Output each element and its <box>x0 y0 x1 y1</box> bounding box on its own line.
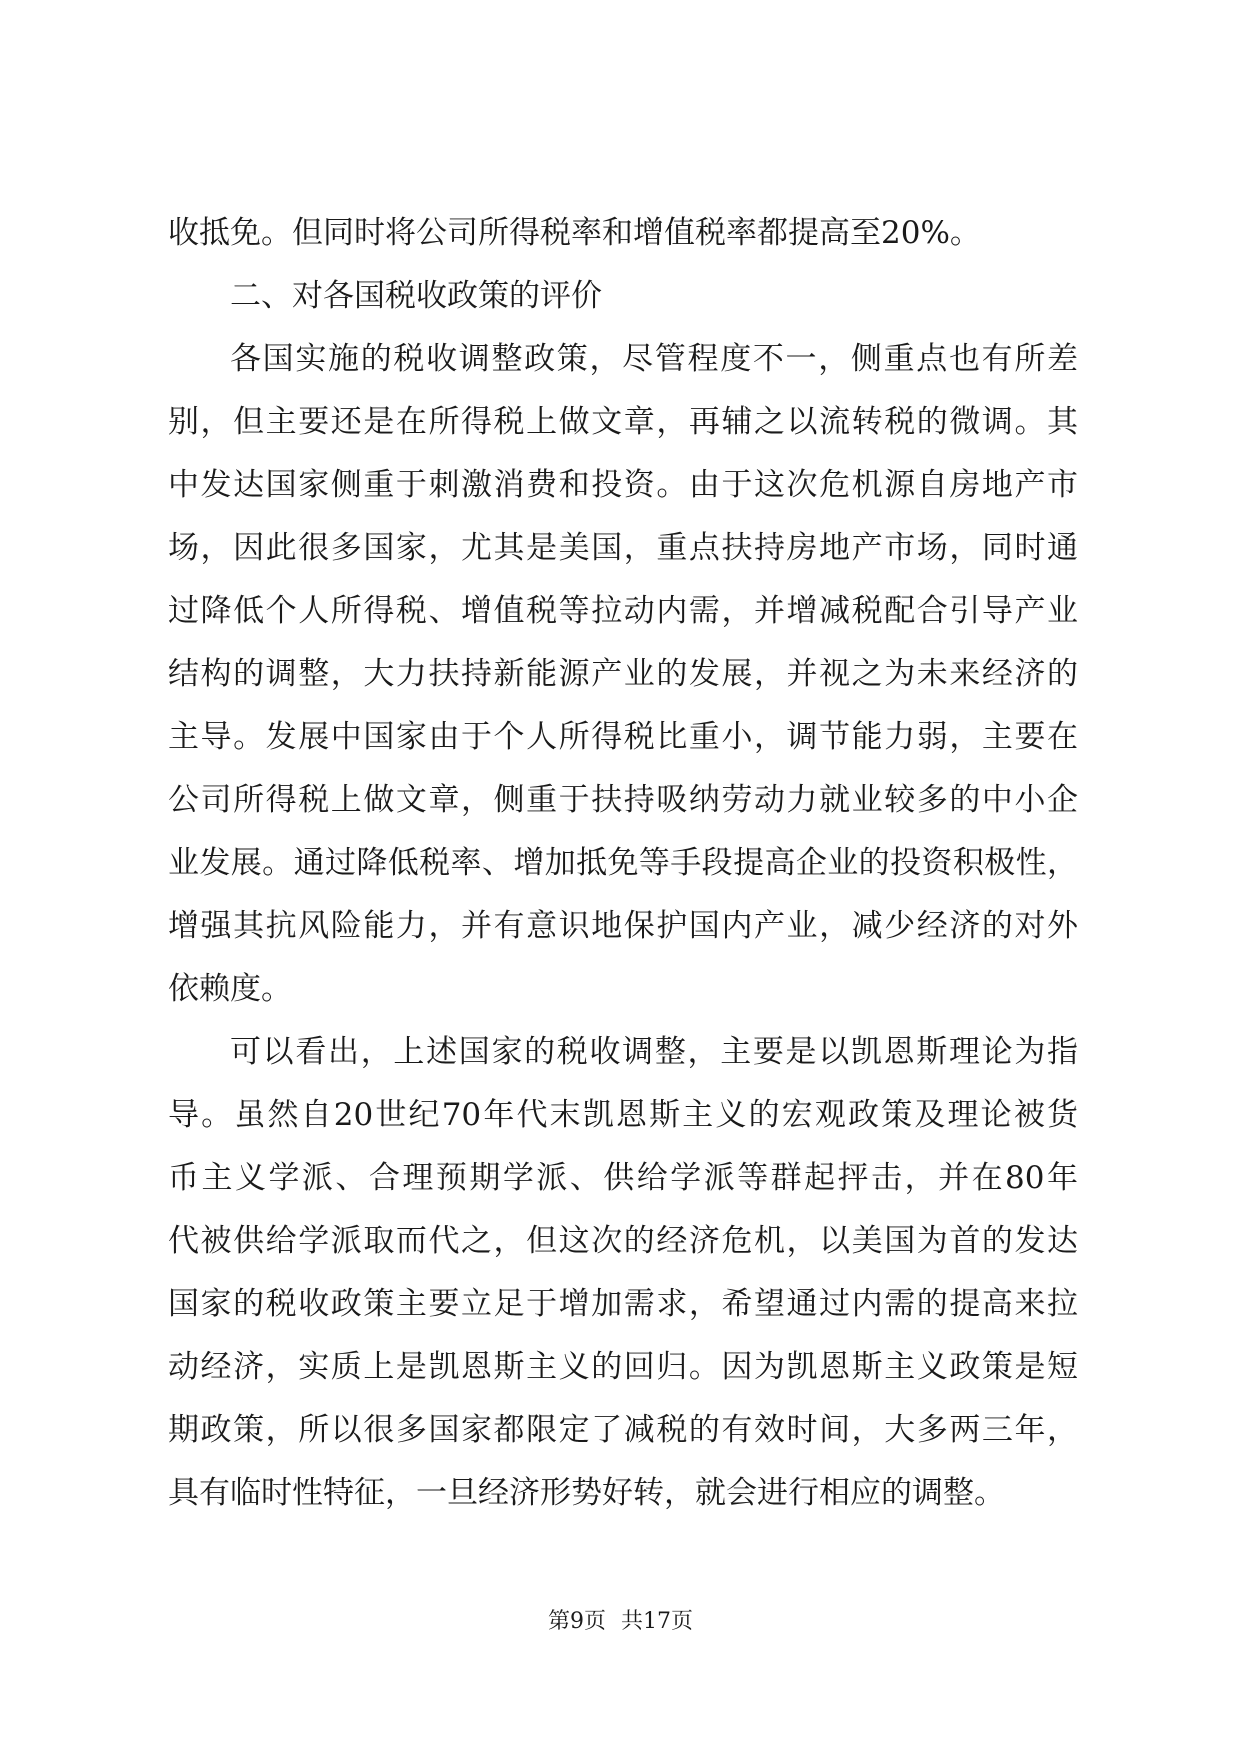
document-body <box>168 202 1078 1525</box>
text-line: 中发达国家侧重于刺激消费和投资。由于这次危机源自房地产市 <box>168 467 1078 503</box>
page-footer <box>0 1604 1241 1635</box>
text-line: 各国实施的税收调整政策，尽管程度不一，侧重点也有所差 <box>230 341 1078 377</box>
text-line: 具有临时性特征，一旦经济形势好转，就会进行相应的调整。 <box>168 1475 1005 1511</box>
text-line: 可以看出，上述国家的税收调整，主要是以凯恩斯理论为指 <box>230 1034 1078 1070</box>
text-line: 代被供给学派取而代之，但这次的经济危机，以美国为首的发达 <box>168 1223 1078 1259</box>
text-line: 别，但主要还是在所得税上做文章，再辅之以流转税的微调。其 <box>168 404 1078 440</box>
text-line: 二、对各国税收政策的评价 <box>230 278 602 314</box>
text-line: 场，因此很多国家，尤其是美国，重点扶持房地产市场，同时通 <box>168 530 1078 566</box>
text-line: 国家的税收政策主要立足于增加需求，希望通过内需的提高来拉 <box>168 1286 1078 1322</box>
text-line: 业发展。通过降低税率、增加抵免等手段提高企业的投资积极性， <box>168 845 1078 881</box>
page-total: 共17页 <box>621 1609 693 1634</box>
page-number: 第9页 <box>548 1609 606 1634</box>
text-line: 依赖度。 <box>168 971 292 1007</box>
text-line: 动经济，实质上是凯恩斯主义的回归。因为凯恩斯主义政策是短 <box>168 1349 1078 1385</box>
text-line: 导。虽然自20世纪70年代末凯恩斯主义的宏观政策及理论被货 <box>168 1097 1078 1133</box>
text-line: 结构的调整，大力扶持新能源产业的发展，并视之为未来经济的 <box>168 656 1078 692</box>
text-line: 期政策，所以很多国家都限定了减税的有效时间，大多两三年， <box>168 1412 1078 1448</box>
text-line: 收抵免。但同时将公司所得税率和增值税率都提高至20%。 <box>168 215 981 251</box>
text-line: 公司所得税上做文章，侧重于扶持吸纳劳动力就业较多的中小企 <box>168 782 1078 818</box>
text-line: 增强其抗风险能力，并有意识地保护国内产业，减少经济的对外 <box>168 908 1078 944</box>
text-line: 主导。发展中国家由于个人所得税比重小，调节能力弱，主要在 <box>168 719 1078 755</box>
text-line: 币主义学派、合理预期学派、供给学派等群起抨击，并在80年 <box>168 1160 1078 1196</box>
text-line: 过降低个人所得税、增值税等拉动内需，并增减税配合引导产业 <box>168 593 1078 629</box>
